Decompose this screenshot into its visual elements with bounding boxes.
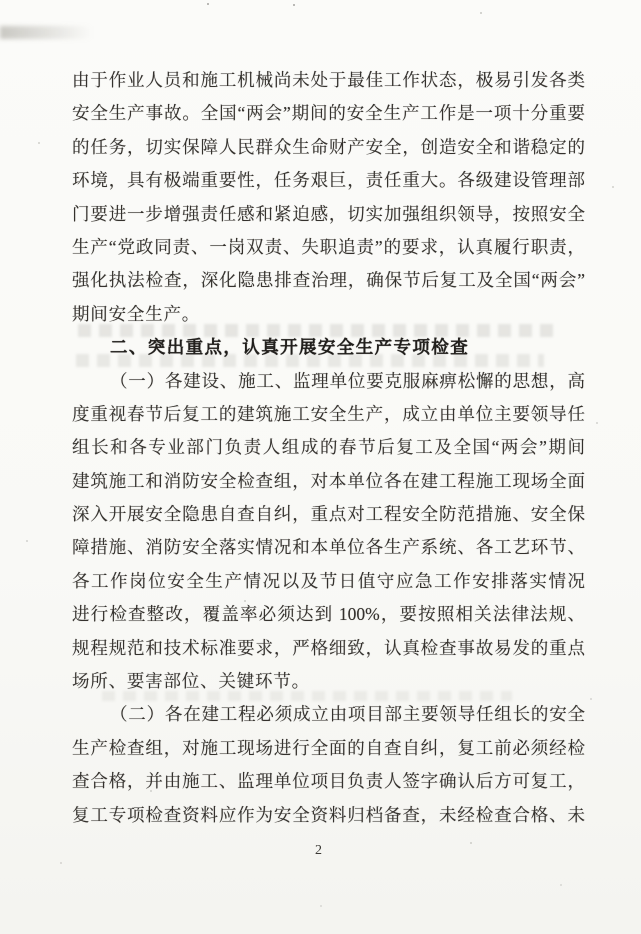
scan-speck	[26, 540, 28, 542]
text-line: 各工作岗位安全生产情况以及节日值守应急工作安排落实情况	[72, 570, 585, 591]
text-line: 障措施、消防安全落实情况和本单位各生产系统、各工艺环节、	[72, 537, 585, 558]
scan-speck	[590, 698, 592, 700]
scan-speck	[207, 3, 209, 5]
scan-speck	[320, 905, 322, 907]
scan-speck	[38, 142, 40, 144]
text-line: 环境，具有极端重要性，任务艰巨，责任重大。各级建设管理部	[72, 170, 585, 191]
text-line: 度重视春节后复工的建筑施工安全生产，成立由单位主要领导任	[72, 403, 585, 424]
text-line: 期间安全生产。	[72, 303, 201, 324]
text-line: 生产“党政同责、一岗双责、失职追责”的要求，认真履行职责，	[72, 236, 585, 257]
text-line: （二）各在建工程必须成立由项目部主要领导任组长的安全	[110, 704, 585, 725]
text-line: 规程规范和技术标准要求，严格细致，认真检查事故易发的重点	[72, 637, 585, 658]
text-line: 组长和各专业部门负责人组成的春节后复工及全国“两会”期间	[72, 437, 585, 458]
text-line: 强化执法检查，深化隐患排查治理，确保节后复工及全国“两会”	[72, 270, 585, 291]
scan-speck	[480, 12, 482, 14]
section-heading: 二、突出重点，认真开展安全生产专项检查	[110, 337, 470, 358]
text-line: 查合格，并由施工、监理单位项目负责人签字确认后方可复工，	[72, 771, 585, 792]
text-line: 生产检查组，对施工现场进行全面的自查自纠，复工前必须经检	[72, 737, 585, 758]
page-number: 2	[315, 843, 322, 858]
scan-speck	[612, 186, 614, 188]
text-line: 建筑施工和消防安全检查组，对本单位各在建工程施工现场全面	[72, 470, 585, 491]
scan-speck	[560, 884, 562, 886]
scan-smudge	[0, 26, 92, 39]
text-line: 安全生产事故。全国“两会”期间的安全生产工作是一项十分重要	[72, 103, 585, 124]
text-line: 场所、要害部位、关键环节。	[72, 671, 310, 692]
text-line: （一）各建设、施工、监理单位要克服麻痹松懈的思想，高	[110, 370, 585, 391]
text-line: 由于作业人员和施工机械尚未处于最佳工作状态，极易引发各类	[72, 70, 585, 90]
text-line: 深入开展安全隐患自查自纠，重点对工程安全防范措施、安全保	[72, 504, 585, 525]
text-line: 复工专项检查资料应作为安全资料归档备查，未经检查合格、未	[72, 804, 585, 825]
scan-speck	[596, 422, 598, 424]
scan-speck	[60, 862, 62, 864]
text-line: 门要进一步增强责任感和紧迫感，切实加强组织领导，按照安全	[72, 203, 585, 224]
scan-speck	[293, 4, 295, 6]
text-line: 进行检查整改，覆盖率必须达到 100%，要按照相关法律法规、	[72, 604, 585, 625]
text-line: 的任务，切实保障人民群众生命财产安全，创造安全和谐稳定的	[72, 136, 585, 157]
document-text	[72, 64, 585, 832]
